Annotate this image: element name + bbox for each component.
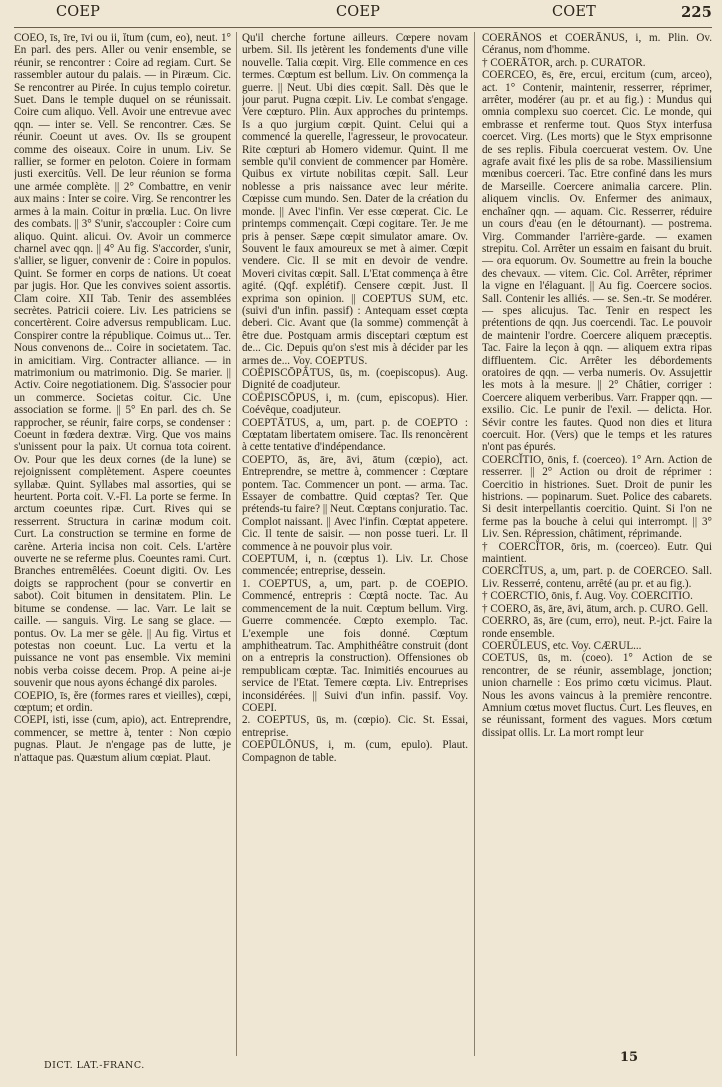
header-rule <box>14 27 712 28</box>
footer-imprint: DICT. LAT.-FRANC. <box>44 1060 145 1071</box>
entry-coercitus: COERCĬTUS, a, um, part. p. de COERCEO. Sall. Liv. Resserré, contenu, arrêté (au pr. et au fig.). <box>482 565 712 590</box>
entry-coepto: COEPTO, ās, āre, āvi, ātum (cœpio), act. Entreprendre, se mettre à, commencer : Cœptare pontem. Tac. Commencer un pont. — arma. Tac. Essayer de combattre. Quid cœptas? Ter. Que prétends-tu faire? || Neut. Cœptans conjuratio. Tac. Complot naissant. || Avec l'infin. Cœptat appetere. Cic. Il tente de saisir. — non posse tueri. Lr. Il commence à ne pouvoir plus voir. <box>242 453 468 553</box>
entry-coepiscopus: COËPISCŌPUS, i, m. (cum, episcopus). Hier. Coévêque, coadjuteur. <box>242 391 468 417</box>
entry-coercitio: COERCĬTIO, ōnis, f. (coerceo). 1° Arn. Action de resserrer. || 2° Action ou droit de réprimer : Coercitio in histriones. Suet. Droit de punir les histrions. — popinarum. Suet. Police des cabarets. Si desit interpellantis coercitio. Quint. Si l'on ne ferme pas la bouche à celui qui interrompt. || 3° Liv. Sen. Répression, châtiment, réprimande. <box>482 453 712 541</box>
entry-coero: † COERO, ās, āre, āvi, ātum, arch. p. CURO. Gell. <box>482 602 709 615</box>
signature-mark: 15 <box>620 1050 639 1065</box>
column-3 <box>482 32 712 1056</box>
header-center-guideword: COEP <box>336 4 381 20</box>
entry-coepulonus: COEPŪLŌNUS, i, m. (cum, epulo). Plaut. Compagnon de table. <box>242 739 468 764</box>
entry-coeptum: COEPTUM, i, n. (cœptus 1). Liv. Lr. Chose commencée; entreprise, dessein. <box>242 553 468 578</box>
entry-coeptatus: COEPTĀTUS, a, um, part. p. de COEPTO : Cœptatam libertatem omisere. Tac. Ils renoncèrent à cette tentative d'indépendance. <box>242 416 468 454</box>
entry-coepio: COEPIO, īs, ĕre (formes rares et vieilles), cœpi, cœptum; et ordin. <box>14 689 231 714</box>
entry-coetus: COETUS, ūs, m. (coeo). 1° Action de se rencontrer, de se réunir, assemblage, jonction; union charnelle : Eos primo cœtu vicimus. Plaut. Nous les avons vaincus à la première rencontre. Amnium cœtus movet fluctus. Curt. Les fleuves, en se réunissant, forment des vagues. Mors cœtum dissipat ollis. Lr. La mort rompt leur <box>482 652 712 739</box>
column-1 <box>14 32 231 1056</box>
entry-coepiscopatus: COËPISCŌPĀTUS, ūs, m. (coepiscopus). Aug. Dignité de coadjuteur. <box>242 366 468 392</box>
column-divider <box>236 32 237 1056</box>
entry-coeptus-1: 1. COEPTUS, a, um, part. p. de COEPIO. Commencé, entrepris : Cœptâ nocte. Tac. Au commencement de la nuit. Cœptum bellum. Virg. Guerre commencée. Cœpto exemplo. Tac. L'exemple une fois donné. Cœptum amphitheatrum. Tac. Amphithéâtre construit (dont on a entrepris la construction). Offensiones ob rempublicam cœptæ. Tac. Inimitiés encourues au service de l'Etat. Temere cœpta. Liv. Entreprises inconsidérées. || Suivi d'un infin. passif. Voy. COEPI. <box>242 577 468 714</box>
entry-coeranos: COERĀNOS et COERĀNUS, i, m. Plin. Ov. Céranus, nom d'homme. <box>482 32 712 57</box>
entry-coeptus-2: 2. COEPTUS, ūs, m. (cœpio). Cic. St. Essai, entreprise. <box>242 714 468 739</box>
entry-coerator: † COERĀTOR, arch. p. CURATOR. <box>482 56 646 69</box>
running-header <box>14 4 712 26</box>
entry-coercitor: † COERCĬTOR, ōris, m. (coerceo). Eutr. Qui maintient. <box>482 540 712 566</box>
entry-coerro: COERRO, ās, āre (cum, erro), neut. P.-jct. Faire la ronde ensemble. <box>482 615 712 640</box>
entry-coepi-continued: Qu'il cherche fortune ailleurs. Cœpere novam urbem. Sil. Ils jetèrent les fondements d'une ville nouvelle. Talia cœpit. Virg. Elle commence en ces termes. Cœptum est bellum. Liv. On commença la guerre. || Neut. Ubi dies cœpit. Sall. Dès que le jour parut. Pugna cœpit. Liv. Le combat s'engage. Vere cœpturo. Plin. Aux approches du printemps. Is a quo jurgium cœpit. Quint. Celui qui a commencé la querelle, l'agresseur, le provocateur. Rite cœpturi ab Homero videmur. Quint. Il me semble qu'il convient de commencer par Homère. Quibus ex virtute nobilitas cœpit. Sall. Leur noblesse a pris naissance avec leur mérite. Cœpisse cum mundo. Sen. Dater de la création du monde. || Avec l'infin. Ver esse cœperat. Cic. Le printemps commençait. Cœpi cogitare. Ter. Je me pris à penser. Sæpe cœpit simulator amare. Ov. Souvent le faux amoureux se met à aimer. Cœpit vendere. Cic. Il se mit en devoir de vendre. Moveri civitas cœpit. Sall. L'Etat commença à être agité. (Qqf. explétif). Censere cœpit. Just. Il exprima son opinion. || COEPTUS SUM, etc. (suivi d'un infin. passif) : Antequam esset cœpta deberi. Cic. Avant que (la somme) commençât à être due. Postquam armis disceptari cœptum est de... Cic. Depuis qu'on s'est mis à décider par les armes de... Voy. COEPTUS. <box>242 32 468 367</box>
entry-coerctio: † COERCTIO, ōnis, f. Aug. Voy. COERCITIO. <box>482 590 693 603</box>
page-number: 225 <box>681 4 712 21</box>
entry-coeo: COEO, īs, īre, īvi ou ii, ĭtum (cum, eo), neut. 1° En parl. des pers. Aller ou venir ensemble, se réunir, se rencontrer : Coire ad regiam. Curt. Se rassembler autour du palais. — in Piræum. Cic. Se rencontrer au Pirée. In cujus templo coiretur. Suet. Dans le temple duquel on se réunissait. Coire cum aliquo. Vell. Avoir une entrevue avec qqn. — inter se. Vell. Se rencontrer. Cæs. Se réunir. Coeunt ut aves. Ov. Ils se groupent comme des oiseaux. Coire in unum. Liv. Se rallier, se former en peloton. Coiere in formam justi exercitûs. Vell. De leur réunion se forma une armée complète. || 2° Combattre, en venir aux mains : Inter se coire. Virg. Se rencontrer les armes à la main. Coitur in prœlia. Luc. On livre des combats. || 3° S'unir, s'accoupler : Coire cum aliquo. Quint. alicui. Ov. Avoir un commerce charnel avec qqn. || 4° Au fig. S'accorder, s'unir, s'allier, se liguer, convenir de : Coire in populos. Quint. Se former en corps de nations. Ut coeat par jugis. Hor. Que les convives soient assortis. Clam coire. XII Tab. Tenir des assemblées secrètes. Patricii coiere. Liv. Les patriciens se concertèrent. Coire adversus rempublicam. Luc. Conspirer contre la république. Coimus ut... Ter. Nous convenons de... Coire in societatem. Tac. in amicitiam. Virg. Contracter alliance. — in matrimonium ou matrimonio. Dig. Se marier. || Activ. Coire negotiationem. Dig. S'associer pour un commerce. Societas coitur. Cic. Une association se forme. || 5° En parl. des ch. Se rapprocher, se réunir, faire corps, se condenser : Coeunt in fœdera dextræ. Virg. Que vos mains s'unissent pour la paix. Ut cornua tota coirent. Ov. Pour que les deux cornes (de la lune) se rejoignissent complètement. Aspere coeuntes syllabæ. Quint. Syllabes mal assorties, qui se heurtent. Porta coit. V.-Fl. La porte se ferme. In arctum coeuntes ripæ. Curt. Rives qui se resserrent. Structura in carinæ modum coit. Curt. La construction se termine en forme de carène. Arteria incisa non coit. Cels. L'artère ouverte ne se referme plus. Coeuntes rami. Curt. Branches entremêlées. Coeunt digiti. Ov. Les doigts se rapprochent (pour se convertir en sabot). Coit bitumen in densitatem. Plin. Le bitume se condense. — lac. Varr. Le lait se caille. — sanguis. Virg. Le sang se glace. — pontus. Ov. La mer se gèle. || Au fig. Virtus et potestas non coeunt. Luc. La vertu et la puissance ne vont pas ensemble. Vix memini nobis verba coisse decem. Prop. A peine ai-je souvenir que nous ayons échangé dix paroles. <box>14 32 231 690</box>
column-divider <box>474 32 475 1056</box>
entry-coerceo: COERCEO, ēs, ēre, ercui, ercitum (cum, arceo), act. 1° Contenir, maintenir, resserrer, réprimer, arrêter, modérer (au pr. et au fig.) : Mundus qui omnia complexu suo coercet. Cic. Le monde, qui embrasse et renferme tout. Quos Styx interfusa coercet. Virg. (Les morts) que le Styx emprisonne de ses replis. Fibula coercuerat vestem. Ov. Une agrafe avait fixé les plis de sa robe. Massiliensium mœnibus coerceri. Tac. Etre confiné dans les murs de Marseille. Coercere animalia carcere. Plin. aliquem vinclis. Ov. Enfermer des animaux, enchaîner qqn. — aquam. Cic. Resserrer, réduire un cours d'eau (en le détournant). — postrema. Virg. Commander l'arrière-garde. — examen strepitu. Col. Arrêter un essaim en faisant du bruit. — ora equorum. Ov. Soumettre au frein la bouche des chevaux. — vitem. Cic. Col. Arrêter, réprimer la vigne en l'élaguant. || Au fig. Coercere socios. Sall. Contenir les alliés. — se. Sen.-tr. Se modérer. — spes alicujus. Tac. Tenir en respect les prétentions de qqn. Jus coercendi. Tac. Le pouvoir de maintenir l'ordre. Coercere aliquem præceptis. Tac. Faire la leçon à qqn. — aliquem extra ripas diffluentem. Cic. Arrêter les débordements oratoires de qqn. — verba numeris. Ov. Assujettir les mots à la mesure. || 2° Châtier, corriger : Coercere aliquem verberibus. Varr. Frapper qqn. — exsilio. Cic. Le punir de l'exil. — delicta. Hor. Sévir contre les fautes. Quod non dies et litura coercuit. Hor. (Vers) que le temps et les ratures n'ont pas épurés. <box>482 69 712 454</box>
entry-coeruleus: COERŬLEUS, etc. Voy. CÆRUL... <box>482 639 642 652</box>
header-left-guideword: COEP <box>56 4 101 20</box>
header-right-guideword: COET <box>552 4 597 20</box>
entry-coepi: COEPI, isti, isse (cum, apio), act. Entreprendre, commencer, se mettre à, tenter : Non cœpio pugnas. Plaut. Je n'engage pas de lutte, je n'attaque pas. Quæstum alium cœpiat. Plaut. <box>14 714 231 764</box>
dictionary-columns <box>14 32 712 1056</box>
column-2 <box>242 32 468 1056</box>
